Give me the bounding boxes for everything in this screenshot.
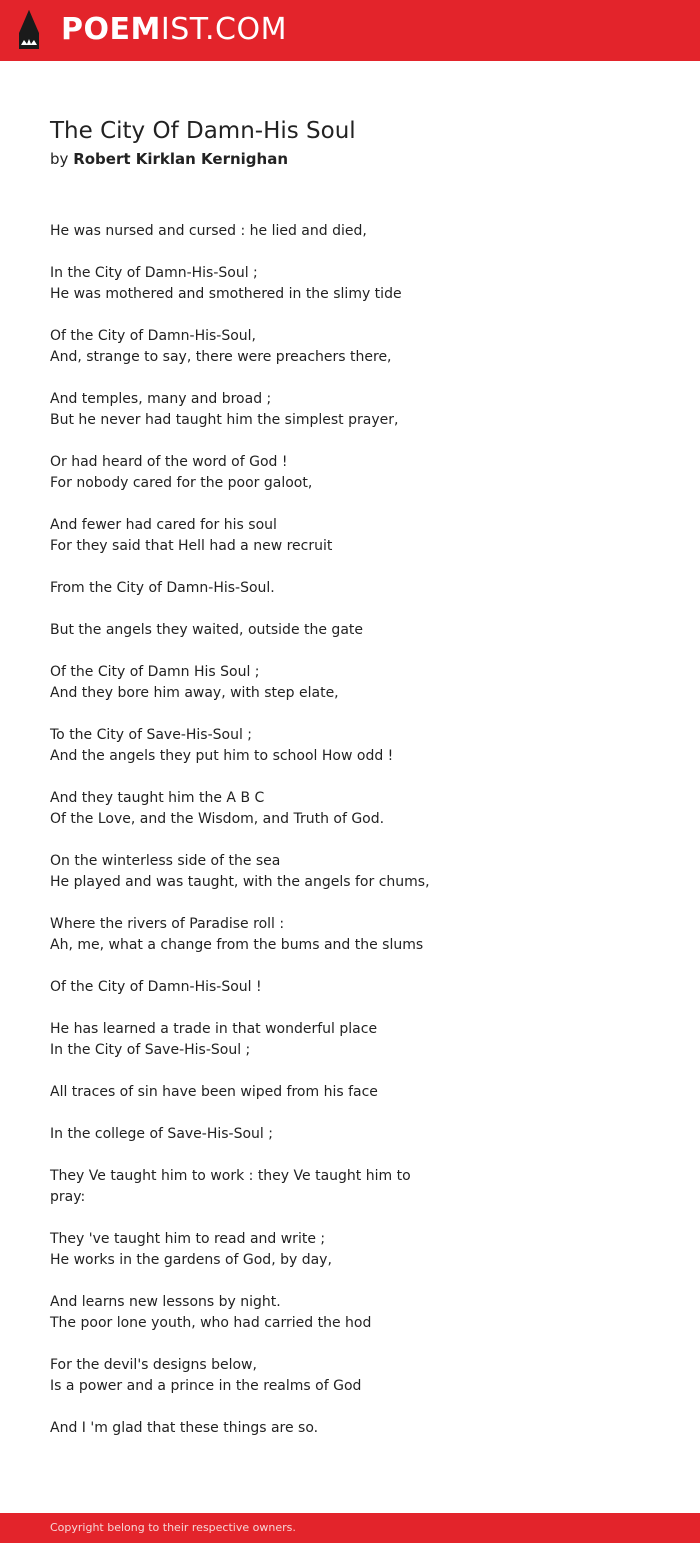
- pen-nib-icon[interactable]: [16, 9, 42, 51]
- logo-light-text: IST.COM: [160, 12, 287, 47]
- logo-bold-text: POEM: [61, 12, 161, 47]
- poem-stanza: [50, 326, 450, 368]
- poem-stanza: [50, 389, 450, 431]
- poem-line: In the City of Damn-His-Soul ;: [50, 265, 258, 281]
- poem-line: He played and was taught, with the angels for chums,: [50, 874, 430, 890]
- poem-stanza: [50, 221, 450, 242]
- poem-line: And fewer had cared for his soul: [50, 517, 277, 533]
- poem-line: He works in the gardens of God, by day,: [50, 1252, 332, 1268]
- poem-author: Robert Kirklan Kernighan: [73, 150, 289, 168]
- by-label: by: [50, 150, 69, 168]
- poem-stanza: [50, 1418, 450, 1439]
- poem-stanza: [50, 914, 450, 956]
- poem-stanza: [50, 620, 450, 641]
- poem-title: The City Of Damn-His Soul: [50, 118, 356, 144]
- poem-line: He was mothered and smothered in the slimy tide: [50, 286, 402, 302]
- poem-stanza: [50, 851, 450, 893]
- poem-stanza: [50, 1124, 450, 1145]
- poem-stanza: [50, 725, 450, 767]
- poem-line: The poor lone youth, who had carried the hod: [50, 1315, 372, 1331]
- poem-line: For they said that Hell had a new recruit: [50, 538, 333, 554]
- poem-stanza: [50, 977, 450, 998]
- poem-line: And learns new lessons by night.: [50, 1294, 281, 1310]
- poem-line: And temples, many and broad ;: [50, 391, 272, 407]
- copyright-text: Copyright belong to their respective owners.: [50, 1521, 296, 1534]
- poem-stanza: [50, 788, 450, 830]
- poem-stanza: [50, 1082, 450, 1103]
- poem-stanza: [50, 1229, 450, 1271]
- poem-line: But he never had taught him the simplest prayer,: [50, 412, 399, 428]
- poem-line: In the college of Save-His-Soul ;: [50, 1126, 273, 1142]
- poem-line: Of the Love, and the Wisdom, and Truth of God.: [50, 811, 385, 827]
- poem-line: Or had heard of the word of God !: [50, 454, 288, 470]
- poem-line: And they taught him the A B C: [50, 790, 265, 806]
- poem-line: Of the City of Damn-His-Soul !: [50, 979, 262, 995]
- poem-stanza: [50, 263, 450, 305]
- poem-line: Of the City of Damn-His-Soul,: [50, 328, 257, 344]
- poem-stanza: [50, 578, 450, 599]
- poem-body: [50, 221, 450, 1439]
- poem-stanza: [50, 515, 450, 557]
- poem-line: And the angels they put him to school How odd !: [50, 748, 394, 764]
- poem-line: For nobody cared for the poor galoot,: [50, 475, 313, 491]
- poem-line: All traces of sin have been wiped from his face: [50, 1084, 378, 1100]
- poem-stanza: [50, 1019, 450, 1061]
- poem-line: To the City of Save-His-Soul ;: [50, 727, 253, 743]
- poem-line: Where the rivers of Paradise roll :: [50, 916, 285, 932]
- poem-stanza: [50, 1292, 450, 1334]
- poem-line: They 've taught him to read and write ;: [50, 1231, 326, 1247]
- site-logo[interactable]: [61, 12, 287, 48]
- poem-line: Is a power and a prince in the realms of God: [50, 1378, 362, 1394]
- poem-line: He has learned a trade in that wonderful place: [50, 1021, 378, 1037]
- poem-stanza: [50, 1355, 450, 1397]
- poem-stanza: [50, 1166, 450, 1208]
- poem-stanza: [50, 452, 450, 494]
- poem-line: In the City of Save-His-Soul ;: [50, 1042, 251, 1058]
- poem-line: But the angels they waited, outside the gate: [50, 622, 364, 638]
- site-header: [0, 0, 700, 61]
- poem-stanza: [50, 662, 450, 704]
- poem-line: And, strange to say, there were preachers there,: [50, 349, 392, 365]
- poem-content: [50, 116, 450, 1460]
- poem-line: He was nursed and cursed : he lied and died,: [50, 223, 367, 239]
- site-footer: [0, 1513, 700, 1543]
- poem-line: On the winterless side of the sea: [50, 853, 281, 869]
- poem-line: And they bore him away, with step elate,: [50, 685, 339, 701]
- poem-line: From the City of Damn-His-Soul.: [50, 580, 275, 596]
- poem-line: Ah, me, what a change from the bums and the slums: [50, 937, 424, 953]
- poem-byline: [50, 148, 450, 170]
- poem-line: For the devil's designs below,: [50, 1357, 257, 1373]
- poem-line: And I 'm glad that these things are so.: [50, 1420, 319, 1436]
- poem-line: Of the City of Damn His Soul ;: [50, 664, 260, 680]
- poem-line: They Ve taught him to work : they Ve taught him to pray:: [50, 1168, 411, 1205]
